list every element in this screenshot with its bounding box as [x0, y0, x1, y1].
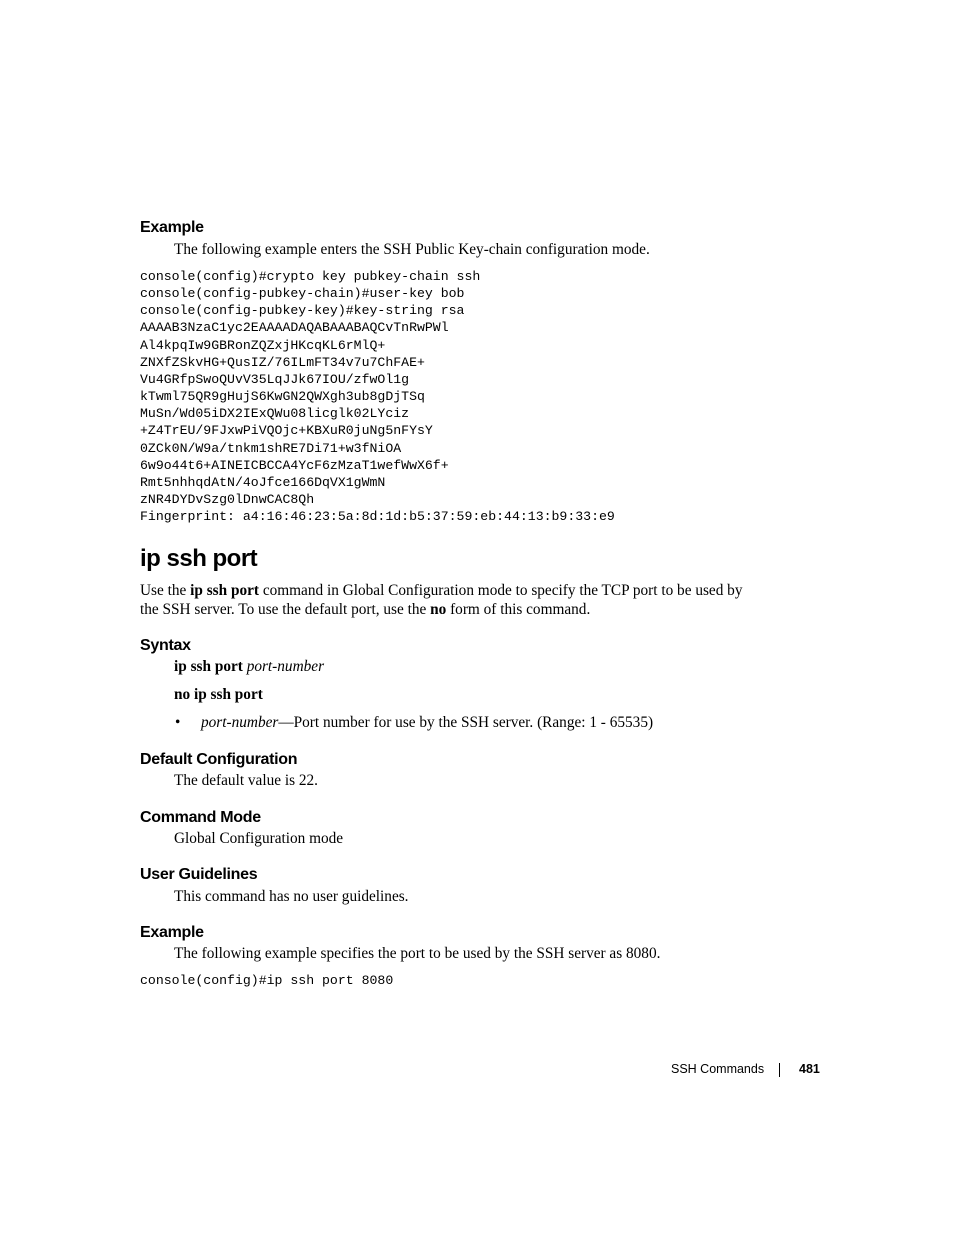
syntax-param-description	[201, 714, 653, 732]
syntax-heading: Syntax	[140, 637, 191, 654]
desc-text: command in Global Configuration mode to specify the TCP port to be used by	[259, 582, 743, 599]
desc-text: form of this command.	[446, 601, 591, 618]
code-line: ZNXfZSkvHG+QusIZ/76ILmFT34v7u7ChFAE+	[140, 354, 425, 370]
syntax-param: port-number	[246, 658, 325, 675]
desc-no-keyword: no	[430, 601, 447, 618]
param-name: port-number	[201, 714, 279, 731]
code-block	[140, 268, 615, 525]
footer-page-number: 481	[799, 1062, 820, 1076]
code-line: console(config-pubkey-key)#key-string rsa	[140, 303, 465, 319]
code-line: console(config-pubkey-chain)#user-key bob	[140, 286, 465, 302]
code-line: 6w9o44t6+AINEICBCCA4YcF6zMzaT1wefWwX6f+	[140, 457, 449, 473]
default-config-heading: Default Configuration	[140, 751, 298, 768]
code-line: Vu4GRfpSwoQUvV35LqJJk67IOU/zfwOl1g	[140, 371, 410, 387]
default-config-text: The default value is 22.	[174, 772, 318, 789]
bullet-icon: •	[175, 714, 181, 731]
code-line: console(config)#crypto key pubkey-chain ssh	[140, 269, 481, 284]
example2-code: console(config)#ip ssh port 8080	[140, 973, 394, 988]
code-line: MuSn/Wd05iDX2IExQWu08licglk02LYciz	[140, 406, 410, 422]
desc-text: the SSH server. To use the default port, use the	[140, 601, 431, 618]
footer-divider	[779, 1063, 780, 1077]
example-heading: Example	[140, 219, 204, 236]
code-line: AAAAB3NzaC1yc2EAAAADAQABAAABAQCvTnRwPWl	[140, 320, 449, 336]
command-mode-text: Global Configuration mode	[174, 830, 344, 847]
user-guidelines-heading: User Guidelines	[140, 866, 258, 883]
example-intro: The following example enters the SSH Public Key-chain configuration mode.	[174, 241, 650, 258]
command-title: ip ssh port	[140, 545, 258, 572]
param-text: —Port number for use by the SSH server. (Range: 1 - 65535)	[278, 714, 654, 731]
code-line: 0ZCk0N/W9a/tnkm1shRE7Di71+w3fNiOA	[140, 440, 402, 456]
code-line: +Z4TrEU/9FJxwPiVQOjc+KBXuR0juNg5nFYsY	[140, 423, 433, 439]
syntax-line2: no ip ssh port	[174, 686, 263, 703]
code-line: Fingerprint: a4:16:46:23:5a:8d:1d:b5:37:59:eb:44:13:b9:33:e9	[140, 509, 615, 525]
code-line: Al4kpqIw9GBRonZQZxjHKcqKL6rMlQ+	[140, 337, 386, 353]
command-description-line2	[140, 601, 590, 619]
syntax-line1	[174, 658, 324, 676]
desc-command: ip ssh port	[190, 582, 259, 599]
code-line: kTwml75QR9gHujS6KwGN2QWXgh3ub8gDjTSq	[140, 389, 425, 405]
code-line: Rmt5nhhqdAtN/4oJfce166DqVX1gWmN	[140, 474, 386, 490]
user-guidelines-text: This command has no user guidelines.	[174, 888, 409, 905]
command-description-line1	[140, 582, 742, 600]
example2-intro: The following example specifies the port to be used by the SSH server as 8080.	[174, 945, 661, 962]
command-mode-heading: Command Mode	[140, 809, 261, 826]
example2-heading: Example	[140, 924, 204, 941]
code-line: zNR4DYDvSzg0lDnwCAC8Qh	[140, 492, 315, 508]
desc-text: Use the	[140, 582, 191, 599]
syntax-command: ip ssh port	[174, 658, 247, 675]
footer-section-name: SSH Commands	[671, 1062, 765, 1076]
